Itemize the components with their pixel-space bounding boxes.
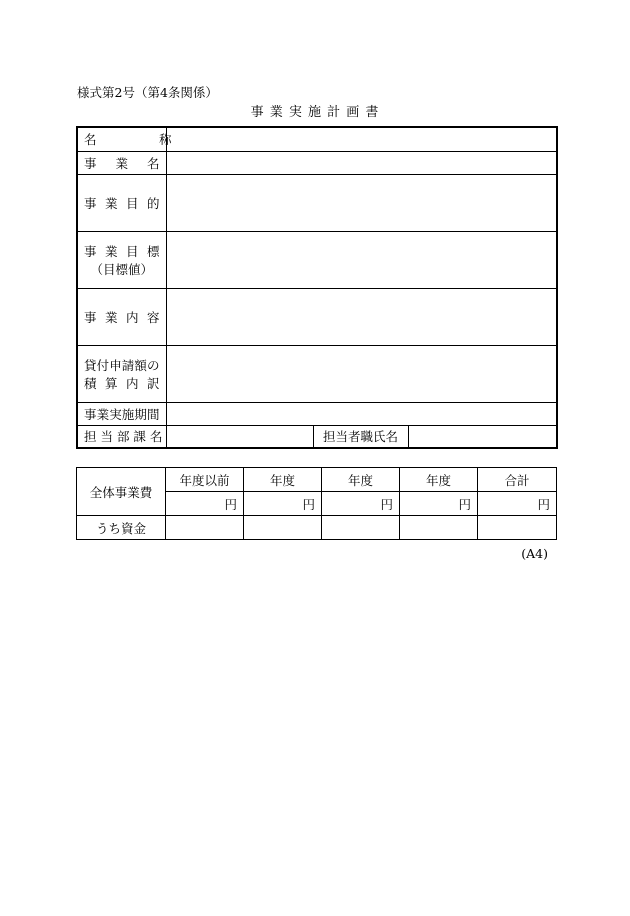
amount-cell[interactable]: 円	[478, 492, 557, 516]
amount-cell[interactable]: 円	[322, 492, 400, 516]
field-content[interactable]	[166, 288, 557, 345]
field-loan[interactable]	[166, 345, 557, 402]
column-header: 年度以前	[166, 468, 244, 492]
field-name[interactable]	[166, 127, 557, 151]
column-header: 年度	[322, 468, 400, 492]
field-goal[interactable]	[166, 231, 557, 288]
subsidy-cell[interactable]	[322, 516, 400, 540]
label-project-name: 事 業 名	[77, 151, 166, 174]
amount-cell[interactable]: 円	[400, 492, 478, 516]
label-content: 事 業 内 容	[77, 288, 166, 345]
column-header: 年度	[400, 468, 478, 492]
column-header: 年度	[244, 468, 322, 492]
amount-cell[interactable]: 円	[166, 492, 244, 516]
label-period: 事業実施期間	[77, 402, 166, 425]
subsidy-cell[interactable]	[244, 516, 322, 540]
subsidy-cell[interactable]	[166, 516, 244, 540]
budget-table	[76, 467, 557, 540]
subsidy-cell[interactable]	[400, 516, 478, 540]
field-purpose[interactable]	[166, 174, 557, 231]
subsidy-cell[interactable]	[478, 516, 557, 540]
label-goal-sub: （目標値）	[90, 261, 153, 277]
field-person[interactable]	[408, 425, 557, 448]
label-loan-line2: 積 算 内 訳	[84, 375, 160, 391]
field-period[interactable]	[166, 402, 557, 425]
label-purpose: 事 業 目 的	[77, 174, 166, 231]
plan-table	[76, 126, 558, 449]
form-number: 様式第2号（第4条関係）	[77, 85, 218, 100]
label-subsidy: うち資金	[77, 516, 166, 540]
label-loan-line1: 貸付申請額の	[84, 357, 160, 373]
column-header: 合計	[478, 468, 557, 492]
label-person: 担当者職氏名	[313, 425, 408, 448]
paper-size-note: (A4)	[521, 546, 548, 561]
label-loan-cell	[77, 345, 166, 402]
amount-cell[interactable]: 円	[244, 492, 322, 516]
document-title: 事 業 実 施 計 画 書	[250, 105, 380, 120]
field-project-name[interactable]	[166, 151, 557, 174]
label-total-cost: 全体事業費	[77, 468, 166, 516]
label-goal-cell	[77, 231, 166, 288]
label-name: 名 称	[77, 127, 166, 151]
label-goal: 事 業 目 標	[84, 243, 160, 259]
label-department: 担 当 部 課 名	[77, 425, 166, 448]
field-department[interactable]	[166, 425, 313, 448]
